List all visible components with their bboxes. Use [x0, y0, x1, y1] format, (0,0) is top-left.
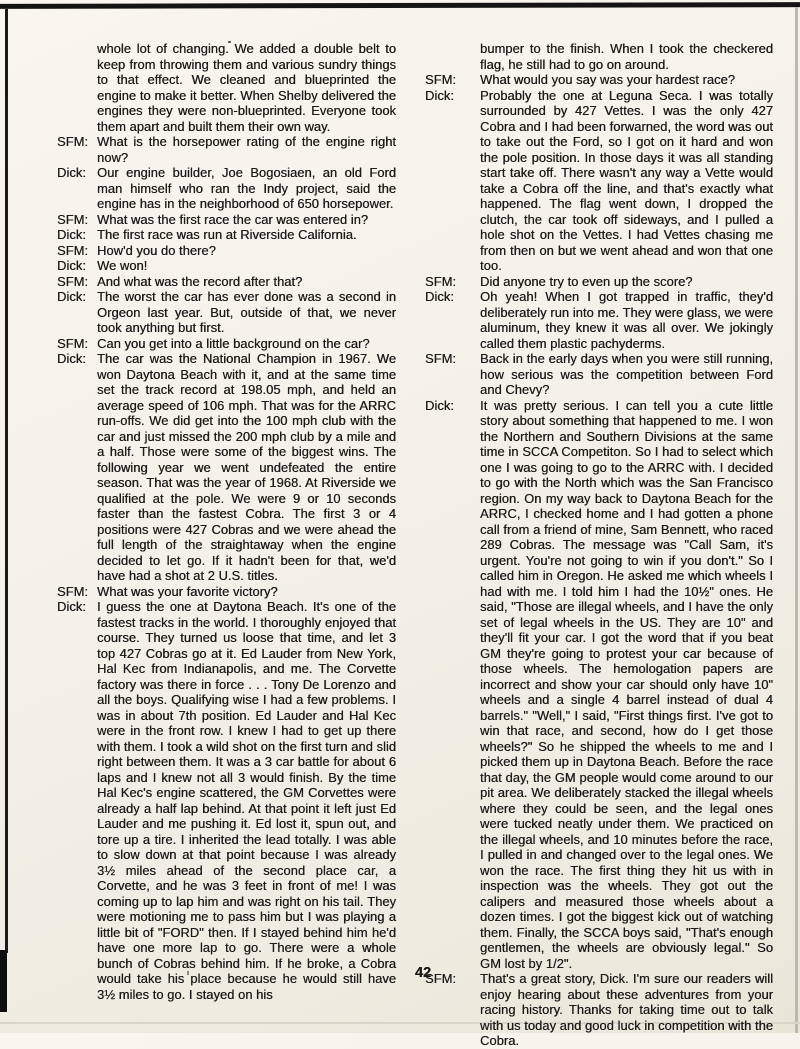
dialogue-entry — [425, 398, 773, 972]
dialogue-text: It was pretty serious. I can tell you a cute little story about something that happened to me. I won the Northern and Southern Divisions at the same time in SCCA Competiton. So I had to select which one I was going to go to the ARRC with. I decided to go with the North which was the San Francisco region. On my way back to Daytona Beach for the ARRC, I checked home and I had gotten a phone call from a friend of mine, Sam Bennett, who raced 289 Cobras. The message was "Call Sam, it's urgent. You're not going to win if you don't." So I called him in Oregon. He asked me which wheels I had with me. I told him I had the 10½" ones. He said, "Those are illegal wheels, and I have the only set of legal wheels in the US. They are 10" and they'll fit your car. I got the word that if you beat GM they're going to protest your car because of those wheels. The hemologation papers are incorrect and show your car should only have 10" wheels and a single 4 barrel instead of dual 4 barrels." "Well," I said, "First things first. I've got to win that race, and second, how do I get those wheels?" So he shipped the wheels to me and I picked them up in Daytona Beach. Before the race that day, the GM people would come around to our pit area. We deliberately stacked the illegal wheels where they could be seen, and the legal ones were tucked neatly under them. We practiced on the illegal wheels, and 10 minutes before the race, I pulled in and changed over to the legal ones. We won the race. The first thing they hit us with in inspection was the wheels. They got out the calipers and measured those wheels about a dozen times. I got the biggest kick out of watching them. Finally, the SCCA boys said, "That's enough gentlemen, the wheels are obviously legal." So GM lost by 1/2". — [480, 397, 773, 971]
dialogue-text: The first race was run at Riverside California. — [97, 227, 357, 242]
dialogue-entry — [57, 289, 396, 336]
dialogue-text: Probably the one at Leguna Seca. I was totally surrounded by 427 Vettes. I was the only 427 Cobra and I had been forwarned, the word was out to take out the Ford, so I got on it hard and won the pole position. In those days it was all standing start take off. There wasn't any way a Vette would take a Cobra off the line, and that's exactly what happened. The flag went down, I dropped the clutch, the car took off sideways, and I pulled a hole shot on the Vettes. I had Vettes chasing me from then on but we went ahead and won that one too. — [480, 87, 773, 273]
speaker-label: SFM: — [425, 72, 456, 87]
speaker-label: Dick: — [57, 227, 86, 242]
dialogue-entry — [57, 165, 396, 212]
right-column — [425, 41, 773, 1049]
speaker-label: Dick: — [57, 258, 86, 273]
dialogue-text: What was the first race the car was entered in? — [97, 211, 369, 227]
dialogue-text: whole lot of changing. We added a double belt to keep from throwing them and various sundry things to that effect. We cleaned and blueprinted the engine to make it better. When Shelby delivered the engines they were non-blueprinted. Everyone took them apart and built them their own way. — [97, 41, 396, 134]
dialogue-text: The worst the car has ever done was a second in Orgeon last year. But, outside of that, we never took anything but first. — [97, 289, 396, 335]
dialogue-entry — [57, 41, 396, 134]
speaker-label: Dick: — [425, 397, 454, 413]
dialogue-entry — [57, 351, 396, 584]
left-column — [57, 41, 396, 1002]
dialogue-text: What was your favorite victory? — [97, 583, 278, 599]
dialogue-entry — [425, 41, 773, 72]
dialogue-text: Can you get into a little background on the car? — [97, 335, 370, 351]
dialogue-entry — [57, 212, 396, 228]
dialogue-text: bumper to the finish. When I took the checkered flag, he still had to go on around. — [480, 41, 773, 72]
dialogue-text: Back in the early days when you were still running, how serious was the competition between Ford and Chevy? — [480, 351, 773, 397]
dialogue-text: Our engine builder, Joe Bogosiaen, an old Ford man himself who ran the Indy project, said the engine has in the neighborhood of 650 horsepower. — [97, 165, 396, 211]
dialogue-text: Oh yeah! When I got trapped in traffic, they'd deliberately run into me. They were glass, we were aluminum, they knew it was all over. We jokingly called them plastic pachyderms. — [480, 289, 773, 351]
dialogue-text: That's a great story, Dick. I'm sure our readers will enjoy hearing about these adventures from your racing history. Thanks for taking time out to talk with us today and good luck in competition with the Cobra. — [480, 971, 773, 1048]
dialogue-text: I guess the one at Daytona Beach. It's one of the fastest tracks in the world. I thoroughly enjoyed that course. They turned us loose that time, and let 3 top 427 Cobras go at it. Ed Lauder from New York, Hal Kec from Indianapolis, and me. The Corvette factory was there in force . . . Tony De Lorenzo and all the boys. Qualifying wise I had a few problems. I was in about 7th position. Ed Lauder and Hal Kec were in the front row. I knew I had to get up there with them. I took a wild shot on the first turn and slid right between them. It was a 3 car battle for about 6 laps and I knew not all 3 would finish. By the time Hal Kec's engine scattered, the GM Corvettes were already a half lap behind. At that point it left just Ed Lauder and me pushing it. Ed lost it, spun out, and tore up a tire. I inherited the lead totally. I was able to slow down at that point because I was already 3½ miles ahead of the second place car, a Corvette, and he was 3 feet in front of me! I was coming up to lap him and was right on his tail. They were motioning me to pass him but I was playing a little bit of "FORD" then. If I stayed behind him he'd have one more lap to go. There were a whole bunch of Cobras behind him. If he broke, a Cobra would take his place because he would still have 3½ miles to go. I stayed on his — [97, 599, 396, 1002]
dialogue-text: Did anyone try to even up the score? — [480, 273, 693, 289]
dialogue-entry — [57, 599, 396, 1002]
dialogue-text: What is the horsepower rating of the engine right now? — [97, 134, 396, 165]
dialogue-entry — [425, 351, 773, 398]
speaker-label — [425, 41, 480, 72]
speaker-label: SFM: — [425, 351, 456, 366]
speaker-label: SFM: — [57, 134, 88, 149]
speaker-label: SFM: — [57, 242, 88, 258]
dialogue-text: And what was the record after that? — [97, 273, 303, 289]
speaker-label: Dick: — [57, 351, 86, 366]
page-number: 42 — [414, 965, 432, 981]
scan-border-left-bottom — [0, 950, 7, 1012]
dialogue-entry — [425, 971, 773, 1049]
speaker-label: SFM: — [57, 335, 88, 351]
dialogue-entry — [425, 274, 773, 290]
dialogue-entry — [425, 88, 773, 274]
dialogue-entry — [57, 336, 396, 352]
speaker-label: Dick: — [57, 289, 86, 304]
speaker-label: SFM: — [57, 583, 88, 599]
dialogue-entry — [57, 258, 396, 274]
scan-border-left — [5, 9, 8, 953]
dialogue-entry — [425, 289, 773, 351]
scan-border-top — [0, 2, 800, 9]
dialogue-entry — [57, 243, 396, 259]
dialogue-entry — [425, 72, 773, 88]
dialogue-entry — [57, 227, 396, 243]
speaker-label: Dick: — [57, 165, 86, 180]
scan-edge-right — [795, 7, 798, 1033]
dialogue-text: The car was the National Champion in 1967. We won Daytona Beach with it, and at the same time set the track record at 198.05 mph, and held an average speed of 106 mph. That was for the ARRC run-offs. We did get into the 100 mph club with the car and just missed the 200 mph club by a mile and a half. Those were some of the biggest wins. The following year we went undefeated the entire season. That was the year of 1968. At Riverside we qualified at the pole. We were 9 or 10 seconds faster than the fastest Cobra. The first 3 or 4 positions were 427 Cobras and we were ahead the full length of the straightaway when the engine decided to let go. If it hadn't been for that, we'd have had a shot at 2 U.S. titles. — [97, 351, 396, 583]
speaker-label: SFM: — [425, 273, 456, 289]
speaker-label — [57, 41, 97, 134]
speaker-label: Dick: — [425, 87, 454, 103]
dialogue-entry — [57, 134, 396, 165]
dialogue-text: How'd you do there? — [97, 242, 216, 258]
dialogue-text: What would you say was your hardest race? — [480, 72, 735, 87]
dialogue-entry — [57, 274, 396, 290]
speaker-label: Dick: — [425, 289, 454, 304]
dialogue-entry — [57, 584, 396, 600]
speaker-label: SFM: — [57, 211, 88, 227]
speaker-label: SFM: — [425, 971, 456, 986]
speaker-label: SFM: — [57, 273, 88, 289]
speaker-label: Dick: — [57, 599, 86, 614]
dialogue-text: We won! — [97, 258, 148, 273]
